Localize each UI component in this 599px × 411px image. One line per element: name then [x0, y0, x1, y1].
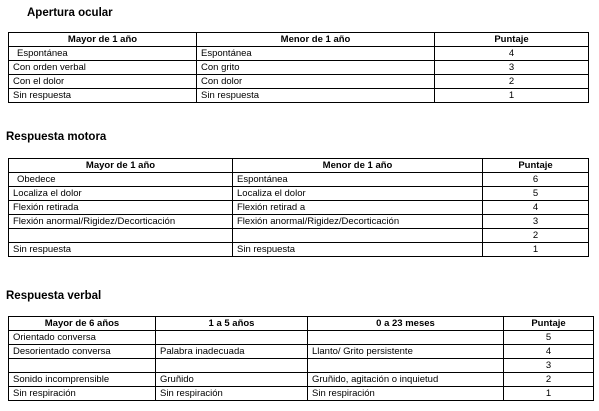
- column-header: Puntaje: [504, 317, 594, 331]
- section-title-respuesta-motora: Respuesta motora: [6, 131, 107, 143]
- score-cell: 3: [504, 359, 594, 373]
- table-cell: [233, 229, 483, 243]
- table-cell: Sin respiración: [156, 387, 308, 401]
- table-cell: Sin respuesta: [197, 89, 435, 103]
- table-cell: Localiza el dolor: [9, 187, 233, 201]
- table-cell: Con orden verbal: [9, 61, 197, 75]
- table-cell: [308, 359, 504, 373]
- table-cell: Obedece: [9, 173, 233, 187]
- section-title-apertura-ocular: Apertura ocular: [27, 7, 113, 19]
- score-cell: 4: [435, 47, 589, 61]
- score-cell: 4: [504, 345, 594, 359]
- table-row: [9, 387, 594, 401]
- table-cell: Con grito: [197, 61, 435, 75]
- column-header: Mayor de 1 año: [9, 33, 197, 47]
- table-cell: Flexión retirada: [9, 201, 233, 215]
- table-row: [9, 243, 589, 257]
- table-row: [9, 345, 594, 359]
- table-row: [9, 75, 589, 89]
- table-cell: Desorientado conversa: [9, 345, 156, 359]
- column-header: Menor de 1 año: [197, 33, 435, 47]
- column-header: 0 a 23 meses: [308, 317, 504, 331]
- score-cell: 5: [504, 331, 594, 345]
- column-header: 1 a 5 años: [156, 317, 308, 331]
- table-row: [9, 229, 589, 243]
- table-row: [9, 89, 589, 103]
- column-header: Mayor de 1 año: [9, 159, 233, 173]
- table-row: [9, 47, 589, 61]
- table-cell: Con dolor: [197, 75, 435, 89]
- table-cell: [156, 359, 308, 373]
- table-cell: Flexión retirad a: [233, 201, 483, 215]
- table-cell: Flexión anormal/Rigidez/Decorticación: [9, 215, 233, 229]
- table-cell: Sin respuesta: [9, 243, 233, 257]
- column-header: Puntaje: [435, 33, 589, 47]
- section-title-respuesta-verbal: Respuesta verbal: [6, 290, 102, 302]
- score-cell: 5: [483, 187, 589, 201]
- table-cell: Gruñido, agitación o inquietud: [308, 373, 504, 387]
- score-cell: 4: [483, 201, 589, 215]
- respuesta-verbal-table: [8, 316, 594, 401]
- column-header: Menor de 1 año: [233, 159, 483, 173]
- score-cell: 2: [435, 75, 589, 89]
- table-cell: [9, 229, 233, 243]
- table-header-row: [9, 33, 589, 47]
- table-header-row: [9, 159, 589, 173]
- table-cell: Sonido incomprensible: [9, 373, 156, 387]
- table-cell: [156, 331, 308, 345]
- score-cell: 3: [483, 215, 589, 229]
- respuesta-motora-table: [8, 158, 589, 257]
- table-cell: Sin respiración: [308, 387, 504, 401]
- table-row: [9, 359, 594, 373]
- table-cell: Sin respuesta: [233, 243, 483, 257]
- table-row: [9, 215, 589, 229]
- table-row: [9, 187, 589, 201]
- table-cell: Palabra inadecuada: [156, 345, 308, 359]
- score-cell: 1: [435, 89, 589, 103]
- table-header-row: [9, 317, 594, 331]
- table-row: [9, 173, 589, 187]
- table-cell: Gruñido: [156, 373, 308, 387]
- table-cell: Espontánea: [9, 47, 197, 61]
- table-cell: Sin respiración: [9, 387, 156, 401]
- table-cell: Localiza el dolor: [233, 187, 483, 201]
- table-cell: [308, 331, 504, 345]
- score-cell: 1: [483, 243, 589, 257]
- table-cell: Con el dolor: [9, 75, 197, 89]
- score-cell: 2: [483, 229, 589, 243]
- score-cell: 2: [504, 373, 594, 387]
- table-cell: Espontánea: [197, 47, 435, 61]
- table-row: [9, 373, 594, 387]
- table-row: [9, 331, 594, 345]
- score-cell: 1: [504, 387, 594, 401]
- score-cell: 6: [483, 173, 589, 187]
- column-header: Puntaje: [483, 159, 589, 173]
- table-row: [9, 201, 589, 215]
- table-row: [9, 61, 589, 75]
- table-cell: Espontánea: [233, 173, 483, 187]
- apertura-ocular-table: [8, 32, 589, 103]
- table-cell: Sin respuesta: [9, 89, 197, 103]
- score-cell: 3: [435, 61, 589, 75]
- column-header: Mayor de 6 años: [9, 317, 156, 331]
- table-cell: [9, 359, 156, 373]
- table-cell: Orientado conversa: [9, 331, 156, 345]
- table-cell: Llanto/ Grito persistente: [308, 345, 504, 359]
- table-cell: Flexión anormal/Rigidez/Decorticación: [233, 215, 483, 229]
